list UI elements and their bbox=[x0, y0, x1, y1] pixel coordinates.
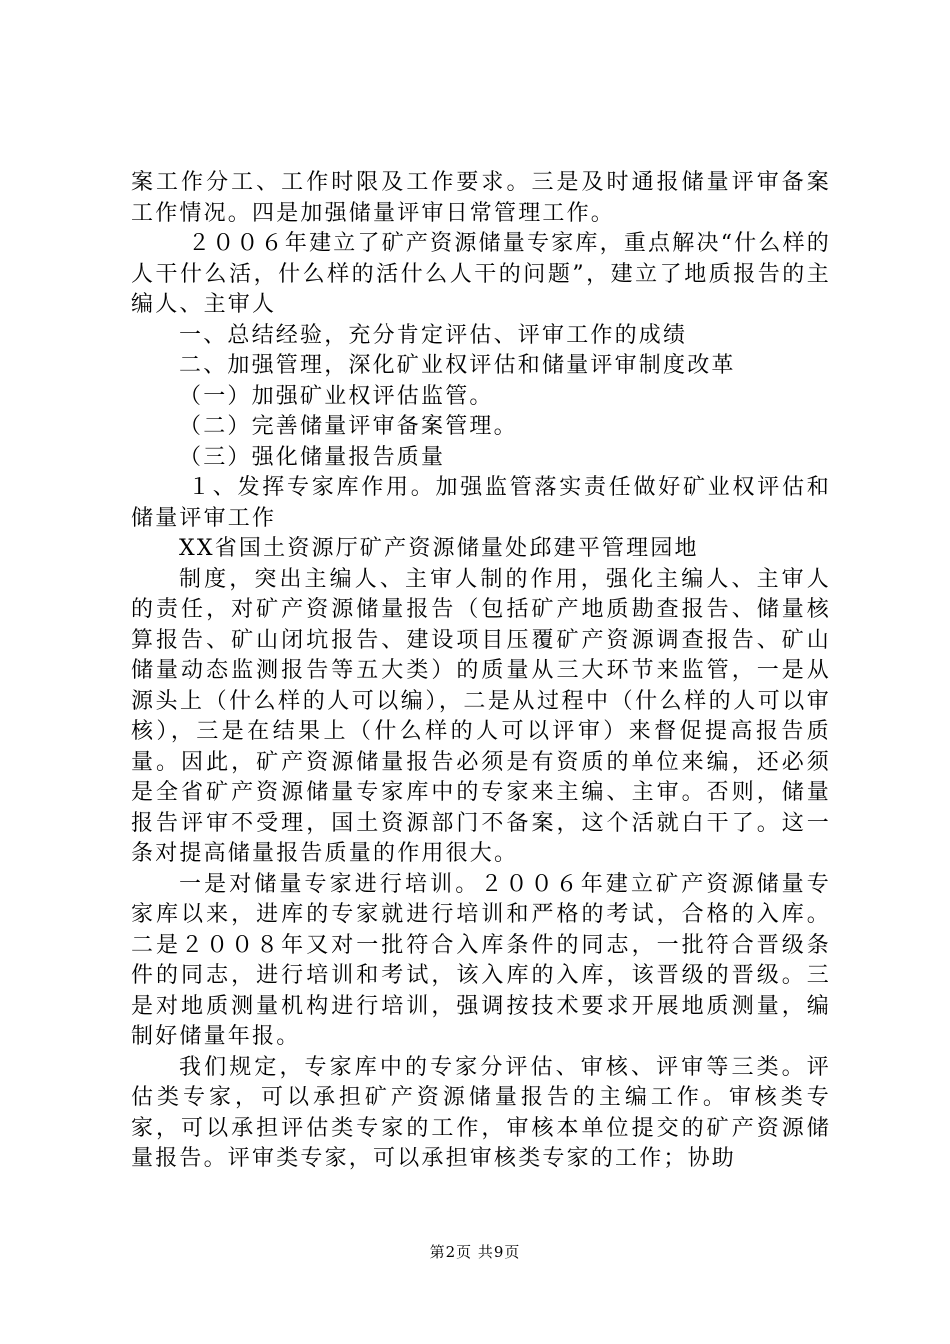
page-footer: 第2页 共9页 bbox=[429, 1243, 521, 1261]
paragraph-1: 案工作分工、工作时限及工作要求。三是及时通报储量评审备案工作情况。四是加强储量评审日常管理工作。 bbox=[131, 170, 831, 226]
paragraph-4: 一是对储量专家进行培训。２００６年建立矿产资源储量专家库以来，进库的专家就进行培训和严格的考试，合格的入库。二是２００８年又对一批符合入库条件的同志，一批符合晋级条件的同志，进行培训和考试，该入库的入库，该晋级的晋级。三是对地质测量机构进行培训，强调按技术要求开展地质测量，编制好储量年报。 bbox=[131, 871, 831, 1049]
body-text bbox=[131, 168, 831, 1175]
subheading-2: （二）完善储量评审备案管理。 bbox=[179, 414, 518, 439]
subheading-1: （一）加强矿业权评估监管。 bbox=[179, 383, 494, 409]
heading-2: 二、加强管理，深化矿业权评估和储量评审制度改革 bbox=[179, 353, 736, 378]
heading-1: 一、总结经验，充分肯定评估、评审工作的成绩 bbox=[179, 322, 688, 348]
paragraph-5: 我们规定，专家库中的专家分评估、审核、评审等三类。评估类专家，可以承担矿产资源储量报告的主编工作。审核类专家，可以承担评估类专家的工作，审核本单位提交的矿产资源储量报告。评审类专家，可以承担审核类专家的工作；协助 bbox=[131, 1054, 831, 1171]
subheading-3: （三）强化储量报告质量 bbox=[179, 444, 446, 470]
paragraph-2: ２００６年建立了矿产资源储量专家库，重点解决“什么样的人干什么活，什么样的活什么人干的问题”，建立了地质报告的主编人、主审人 bbox=[131, 231, 831, 317]
author-line: XX省国土资源厅矿产资源储量处邱建平管理园地 bbox=[179, 536, 699, 561]
item-1: １、发挥专家库作用。加强监管落实责任做好矿业权评估和储量评审工作 bbox=[131, 475, 831, 531]
paragraph-3: 制度，突出主编人、主审人制的作用，强化主编人、主审人的责任，对矿产资源储量报告（包括矿产地质勘查报告、储量核算报告、矿山闭坑报告、建设项目压覆矿产资源调查报告、矿山储量动态监测报告等五大类）的质量从三大环节来监管，一是从源头上（什么样的人可以编），二是从过程中（什么样的人可以审核），三是在结果上（什么样的人可以评审）来督促提高报告质量。因此，矿产资源储量报告必须是有资质的单位来编，还必须是全省矿产资源储量专家库中的专家来主编、主审。否则，储量报告评审不受理，国土资源部门不备案，这个活就白干了。这一条对提高储量报告质量的作用很大。 bbox=[131, 566, 831, 866]
